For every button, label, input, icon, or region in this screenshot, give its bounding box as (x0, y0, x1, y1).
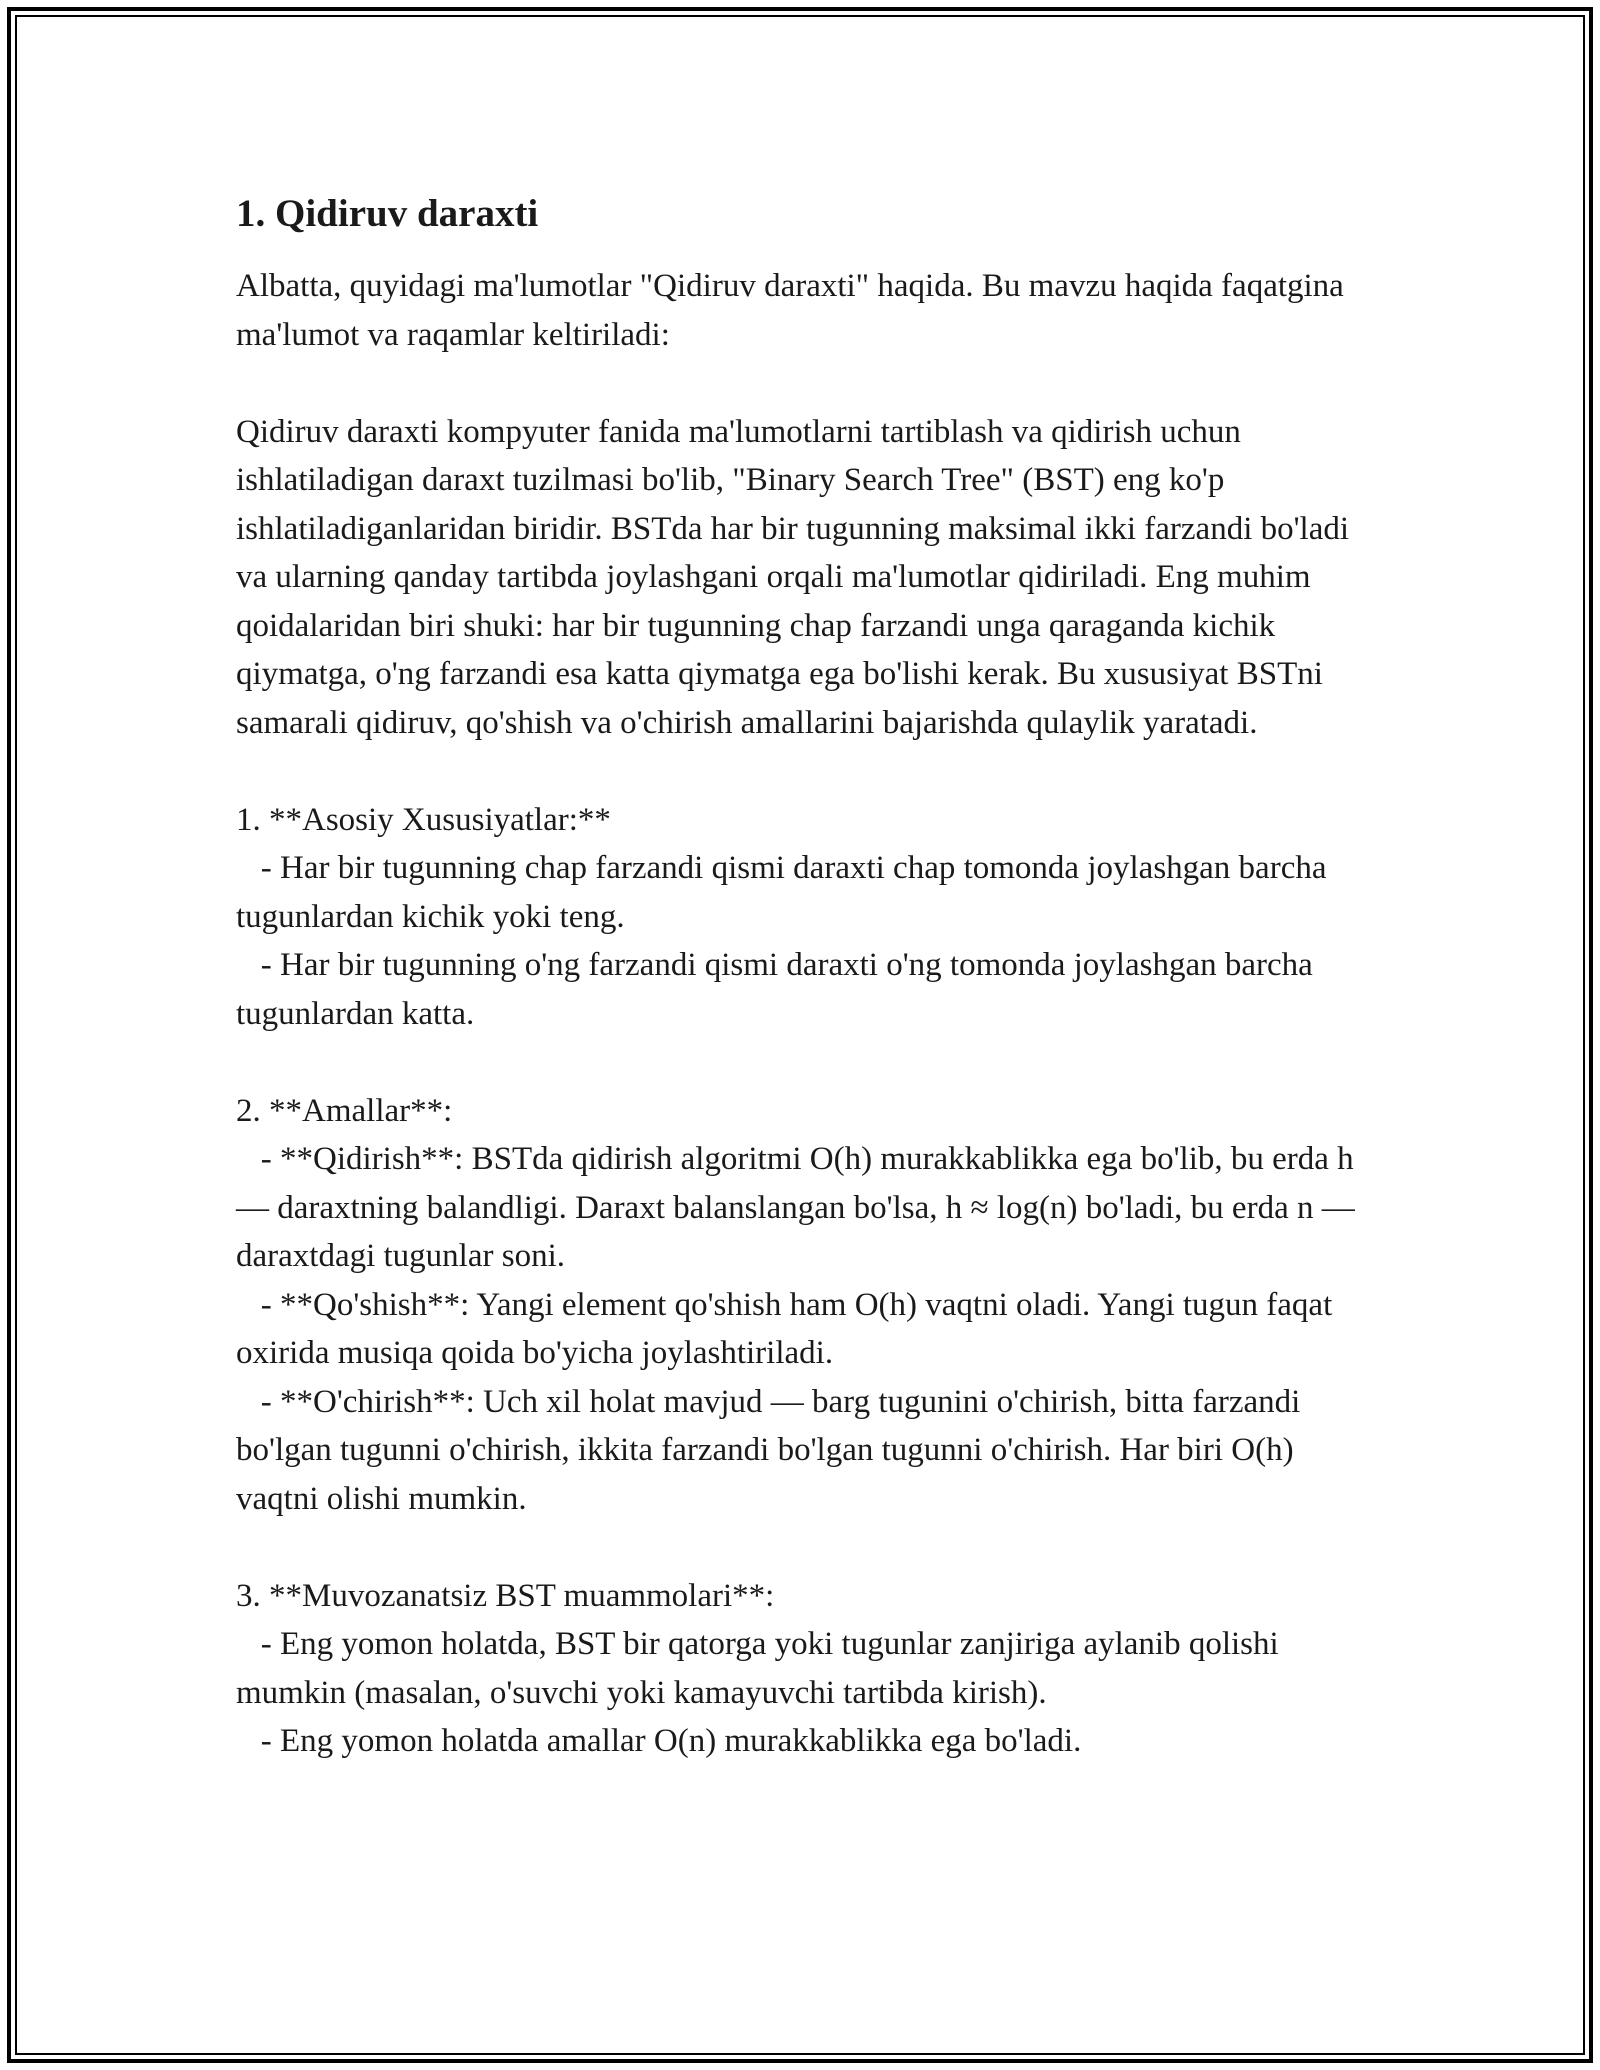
paragraph-spacer (236, 359, 1376, 408)
document-body (236, 184, 1376, 1766)
paragraph-spacer (236, 1523, 1376, 1572)
section-operations (236, 1087, 1376, 1524)
section-heading: 1. **Asosiy Xususiyatlar:** (236, 801, 611, 838)
section-heading: 3. **Muvozanatsiz BST muammolari**: (236, 1577, 775, 1614)
list-item: - Har bir tugunning o'ng farzandi qismi daraxti o'ng tomonda joylashgan barcha tugunlardan katta. (236, 947, 1322, 1032)
list-item: - Har bir tugunning chap farzandi qismi daraxti chap tomonda joylashgan barcha tugunlardan kichik yoki teng. (236, 850, 1335, 935)
intro-paragraph: Albatta, quyidagi ma'lumotlar "Qidiruv daraxti" haqida. Bu mavzu haqida faqatgina ma'lumot va raqamlar keltiriladi: (236, 268, 1344, 353)
body-paragraph: Qidiruv daraxti kompyuter fanida ma'lumotlarni tartiblash va qidirish uchun ishlatiladigan daraxt tuzilmasi bo'lib, "Binary Search Tree" (BST) eng ko'p ishlatiladiganlaridan biridir. BSTda har bir tugunning maksimal ikki farzandi bo'ladi va ularning qanday tartibda joylashgani orqali ma'lumotlar qidiriladi. Eng muhim qoidalaridan biri shuki: har bir tugunning chap farzandi unga qaraganda kichik qiymatga, o'ng farzandi esa katta qiymatga ega bo'lishi kerak. Bu xususiyat BSTni samarali qidiruv, qo'shish va o'chirish amallarini bajarishda qulaylik yaratadi. (236, 413, 1350, 741)
list-item: - Eng yomon holatda, BST bir qatorga yoki tugunlar zanjiriga aylanib qolishi mumkin (masalan, o'suvchi yoki kamayuvchi tartibda kirish). (236, 1626, 1287, 1711)
section-properties (236, 796, 1376, 1039)
paragraph-spacer (236, 1038, 1376, 1087)
list-item: - **O'chirish**: Uch xil holat mavjud — barg tugunini o'chirish, bitta farzandi bo'lgan tugunni o'chirish, ikkita farzandi bo'lgan tugunni o'chirish. Har biri O(h) vaqtni olishi mumkin. (236, 1383, 1309, 1517)
section-heading: 2. **Amallar**: (236, 1092, 453, 1129)
list-item: - **Qo'shish**: Yangi element qo'shish ham O(h) vaqtni oladi. Yangi tugun faqat oxirida musiqa qoida bo'yicha joylashtiriladi. (236, 1286, 1341, 1371)
document-title: 1. Qidiruv daraxti (236, 192, 539, 235)
list-item: - Eng yomon holatda amallar O(n) murakkablikka ega bo'ladi. (236, 1723, 1082, 1759)
section-unbalanced-problems (236, 1572, 1376, 1766)
paragraph-spacer (236, 747, 1376, 796)
list-item: - **Qidirish**: BSTda qidirish algoritmi O(h) murakkablikka ega bo'lib, bu erda h — daraxtning balandligi. Daraxt balanslangan bo'lsa, h ≈ log(n) bo'ladi, bu erda n — daraxtdagi tugunlar soni. (236, 1141, 1363, 1274)
